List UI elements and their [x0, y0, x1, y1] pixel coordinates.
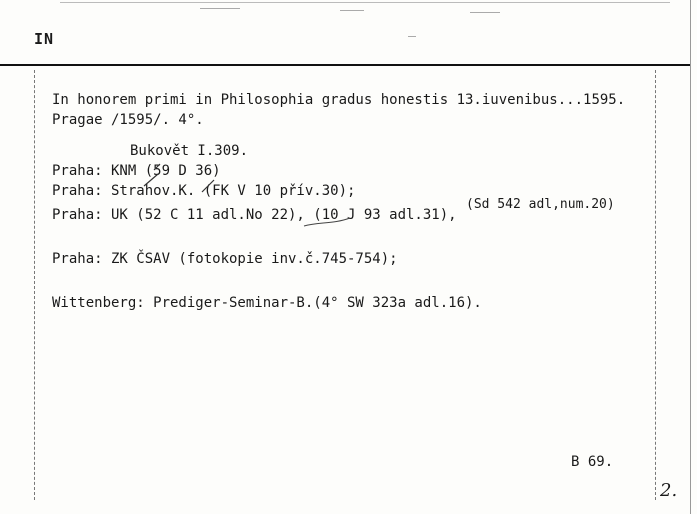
- scan-speck: [408, 36, 416, 37]
- left-margin-line: [34, 70, 35, 500]
- handwritten-number: 2.: [660, 480, 678, 501]
- holding-strahov: Praha: Strahov.K. (FK V 10 přív.30);: [52, 183, 356, 199]
- imprint-line: Pragae /1595/. 4°.: [52, 112, 204, 128]
- pen-check-mark: [140, 160, 180, 190]
- shelf-mark: B 69.: [571, 454, 614, 470]
- scan-speck: [200, 8, 240, 9]
- card-tag: IN: [34, 30, 55, 48]
- holding-knm: Praha: KNM (59 D 36): [52, 163, 221, 179]
- bibliography-reference: Bukovět I.309.: [130, 143, 249, 159]
- right-margin-line: [655, 70, 656, 500]
- pen-underline-mark: [300, 206, 360, 230]
- scan-speck: [470, 12, 500, 13]
- holding-zk-csav: Praha: ZK ČSAV (fotokopie inv.č.745-754);: [52, 251, 398, 267]
- card-top-edge: [60, 2, 670, 3]
- title-line: In honorem primi in Philosophia gradus honestis 13.iuvenibus...1595.: [52, 92, 626, 108]
- header-rule: [0, 64, 690, 66]
- holding-wittenberg: Wittenberg: Prediger-Seminar-B.(4° SW 323a adl.16).: [52, 295, 482, 311]
- holding-uk: Praha: UK (52 C 11 adl.No 22), (10 J 93 adl.31),: [52, 207, 457, 223]
- pen-check-mark: [200, 176, 230, 196]
- scan-speck: [340, 10, 364, 11]
- card-right-edge: [690, 0, 691, 514]
- holding-uk-annotation: (Sd 542 adl,num.20): [466, 197, 615, 212]
